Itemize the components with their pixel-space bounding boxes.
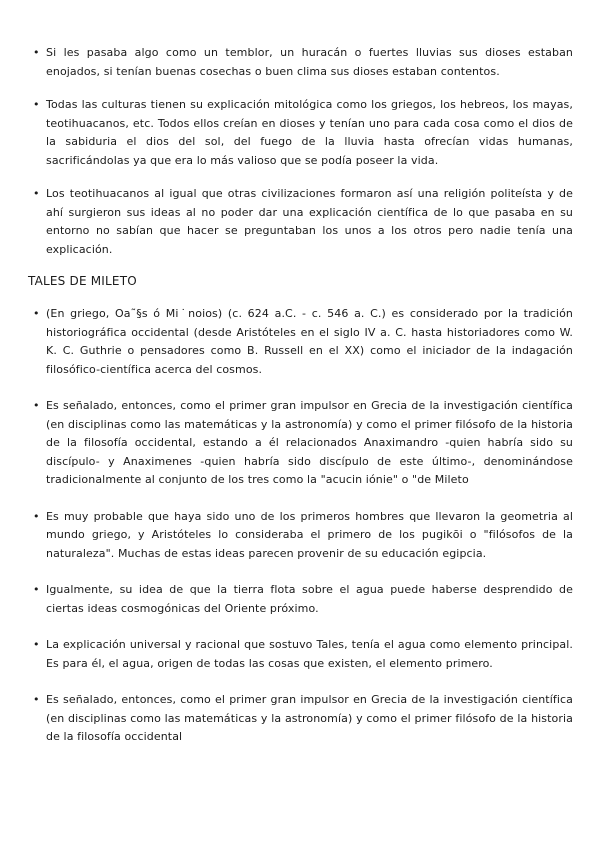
paragraph-text: Si les pasaba algo como un temblor, un huracán o fuertes lluvias sus dioses estaban enojados, si tenían buenas cosechas o buen clima sus dioses estaban contentos. xyxy=(46,46,573,78)
list-item xyxy=(28,185,573,259)
paragraph-text: Es señalado, entonces, como el primer gran impulsor en Grecia de la investigación científica (en disciplinas como las matemáticas y la astronomía) y como el primer filósofo de la historia de la filosofía occidental, estando a él relacionados Anaximandro -quien habría sido su discípulo- y Anaximenes -quien habría sido discípulo de este último-, denominándose tradicionalmente al conjunto de los tres como la "acucin iónie" o "de Mileto xyxy=(46,399,573,486)
list-item xyxy=(28,691,573,747)
list-item xyxy=(28,96,573,170)
tales-bullet-list xyxy=(28,305,573,747)
paragraph-text: Es muy probable que haya sido uno de los primeros hombres que llevaron la geometria al mundo griego, y Aristóteles lo consideraba el primero de los pugikōi o "filósofos de la naturaleza". Muchas de estas ideas parecen provenir de su educación egipcia. xyxy=(46,509,573,560)
bullet-icon: • xyxy=(33,509,40,523)
bullet-icon: • xyxy=(33,307,40,320)
list-item xyxy=(28,581,573,618)
bullet-icon: • xyxy=(33,98,40,111)
section-heading: TALES DE MILETO xyxy=(28,274,137,288)
paragraph-text: Es señalado, entonces, como el primer gran impulsor en Grecia de la investigación científica (en disciplinas como las matemáticas y la astronomía) y como el primer filósofo de la historia de la filosofía occidental xyxy=(46,693,573,743)
list-item xyxy=(28,44,573,81)
list-item xyxy=(28,305,573,379)
intro-bullet-list xyxy=(28,44,573,259)
bullet-icon: • xyxy=(33,693,40,706)
list-item xyxy=(28,636,573,673)
bullet-icon: • xyxy=(33,46,40,59)
paragraph-text: Igualmente, su idea de que la tierra flota sobre el agua puede haberse desprendido de ciertas ideas cosmogónicas del Oriente próximo. xyxy=(46,583,573,615)
bullet-icon: • xyxy=(33,583,40,596)
paragraph-text: Todas las culturas tienen su explicación mitológica como los griegos, los hebreos, los mayas, teotihuacanos, etc. Todos ellos creían en dioses y tenían uno para cada cosa como el dios de la sabiduria el dios del sol, del fuego de la lluvia hasta ofrecían vidas humanas, sacrificándolas ya que era lo más valioso que se podía poseer la vida. xyxy=(46,98,573,167)
list-item xyxy=(28,508,573,564)
paragraph-text: (En griego, Oa˜§s ó Mi˙noios) (c. 624 a.C. - c. 546 a. C.) es considerado por la tradición historiográfica occidental (desde Aristóteles en el siglo IV a. C. hasta historiadores como W. K. C. Guthrie o pensadores como B. Russell en el XX) como el iniciador de la indagación filosófico-científica acerca del cosmos. xyxy=(46,307,573,376)
bullet-icon: • xyxy=(33,399,40,412)
list-item xyxy=(28,397,573,490)
paragraph-text: Los teotihuacanos al igual que otras civilizaciones formaron así una religión politeísta y de ahí surgieron sus ideas al no poder dar una explicación científica de lo que pasaba en su entorno no sabían que hacer se preguntaban los unos a los otros pero nadie tenía una explicación. xyxy=(46,187,573,256)
bullet-icon: • xyxy=(33,638,40,651)
paragraph-text: La explicación universal y racional que sostuvo Tales, tenía el agua como elemento principal. Es para él, el agua, origen de todas las cosas que existen, el elemento primero. xyxy=(46,638,573,670)
bullet-icon: • xyxy=(33,187,40,200)
